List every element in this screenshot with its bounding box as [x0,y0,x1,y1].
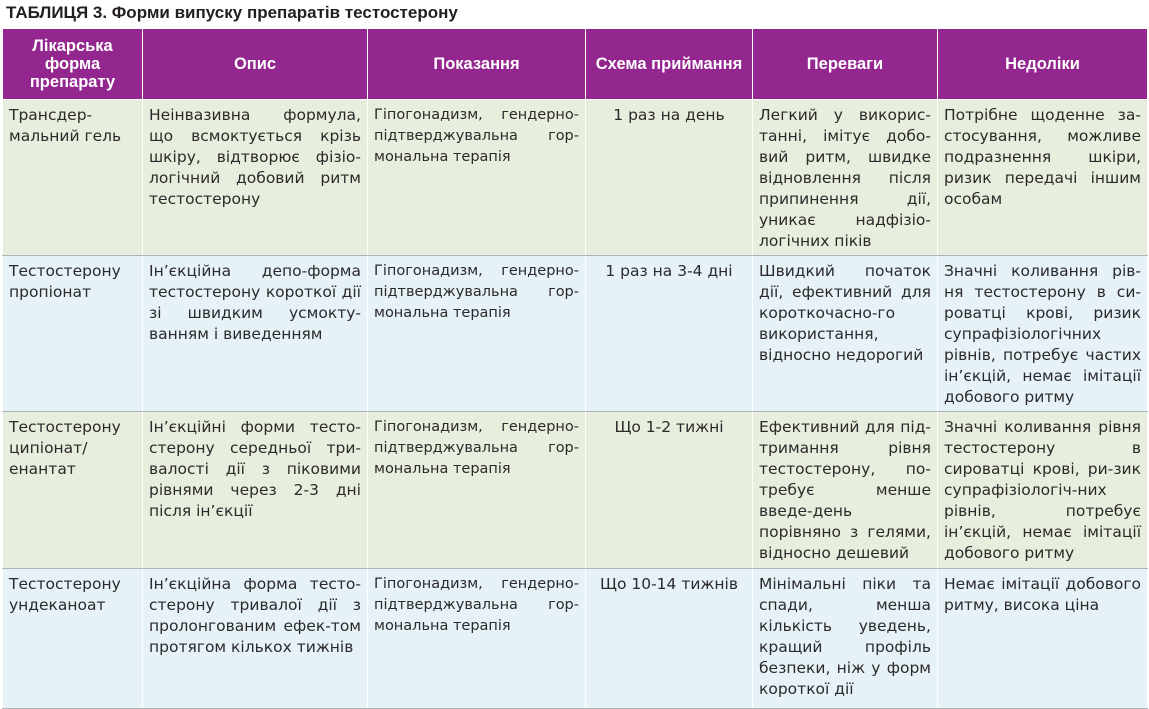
header-advantages: Переваги [753,29,938,100]
cell-text: Немає імітації добового ритму, висока ціна [944,575,1141,614]
cell-text: Гіпогонадизм, гендерно-підтверджувальна гор-мональна терапія [374,419,579,477]
cell-form [3,100,143,256]
header-disadvantages: Недоліки [938,29,1148,100]
cell-text: Ін’єкційні форми тесто-стерону середньої три-валості дії з піковими рівнями через 2-3 дні після ін’єкції [149,418,361,520]
cell-indications [368,569,586,709]
header-schedule: Схема приймання [586,29,753,100]
cell-text: Що 1-2 тижні [614,418,724,436]
testosterone-forms-table [2,28,1148,709]
cell-text: Тестостерону пропіонат [9,262,121,301]
cell-disadvantages [938,569,1148,709]
cell-advantages [753,412,938,569]
cell-indications [368,256,586,412]
cell-schedule [586,412,753,569]
cell-text: Трансдер-мальний гель [9,106,122,145]
cell-schedule [586,256,753,412]
cell-text: Значні коливання рівня тестостерону в сироватці крові, ри-зик супрафізіологіч-них рівнів, потребує ін’єкцій, немає імітації добового ритму [944,418,1141,562]
cell-form [3,256,143,412]
cell-text: Тестостерону ундеканоат [9,575,121,614]
cell-disadvantages [938,100,1148,256]
header-indications: Показання [368,29,586,100]
table-row [3,100,1148,256]
table-row [3,569,1148,709]
cell-text: Що 10-14 тижнів [600,575,738,593]
cell-indications [368,100,586,256]
cell-text: Ін’єкційна форма тесто-стерону тривалої дії з пролонгованим ефек-том протягом кількох тижнів [149,575,361,656]
header-dosage-form: Лікарська форма препарату [3,29,143,100]
cell-advantages [753,569,938,709]
table-header-row [3,29,1148,100]
cell-form [3,569,143,709]
cell-indications [368,412,586,569]
cell-text: Ефективний для під-тримання рівня тестостерону, по-требує менше введе-день порівняно з гелями, відносно дешевий [759,418,931,562]
table-row [3,256,1148,412]
table-title: ТАБЛИЦЯ 3. Форми випуску препаратів тестостерону [6,3,458,22]
cell-text: Гіпогонадизм, гендерно-підтверджувальна гор-мональна терапія [374,263,579,321]
cell-text: Потрібне щоденне за-стосування, можливе подразнення шкіри, ризик передачі іншим особам [944,106,1141,208]
cell-text: Гіпогонадизм, гендерно-підтверджувальна гор-мональна терапія [374,107,579,165]
table-row [3,412,1148,569]
header-description: Опис [143,29,368,100]
cell-schedule [586,100,753,256]
cell-text: 1 раз на день [613,106,725,124]
cell-description [143,412,368,569]
cell-schedule [586,569,753,709]
cell-advantages [753,256,938,412]
cell-description [143,100,368,256]
cell-description [143,569,368,709]
cell-text: Легкий у викорис-танні, імітує добо-вий ритм, швидке відновлення після припинення дії, уникає надфізіо-логічних піків [759,106,931,250]
cell-form [3,412,143,569]
cell-description [143,256,368,412]
cell-text: Гіпогонадизм, гендерно-підтверджувальна гор-мональна терапія [374,576,579,634]
cell-text: 1 раз на 3-4 дні [605,262,733,280]
cell-disadvantages [938,412,1148,569]
cell-text: Значні коливання рів-ня тестостерону в си-роватці крові, ризик супрафізіологічних рівнів, потребує частих ін’єкцій, немає імітації добового ритму [944,262,1141,406]
cell-disadvantages [938,256,1148,412]
cell-text: Швидкий початок дії, ефективний для короткочасно-го використання, відносно недорогий [759,262,931,364]
cell-text: Ін’єкційна депо-форма тестостерону короткої дії зі швидким усмокту-ванням і виведенням [149,262,361,343]
cell-text: Мінімальні піки та спади, менша кількість уведень, кращий профіль безпеки, ніж у форм короткої дії [759,575,931,698]
cell-text: Неінвазивна формула, що всмоктується крізь шкіру, відтворює фізіо-логічний добовий ритм тестостерону [149,106,361,208]
cell-advantages [753,100,938,256]
cell-text: Тестостерону ципіонат/ енантат [9,418,121,478]
